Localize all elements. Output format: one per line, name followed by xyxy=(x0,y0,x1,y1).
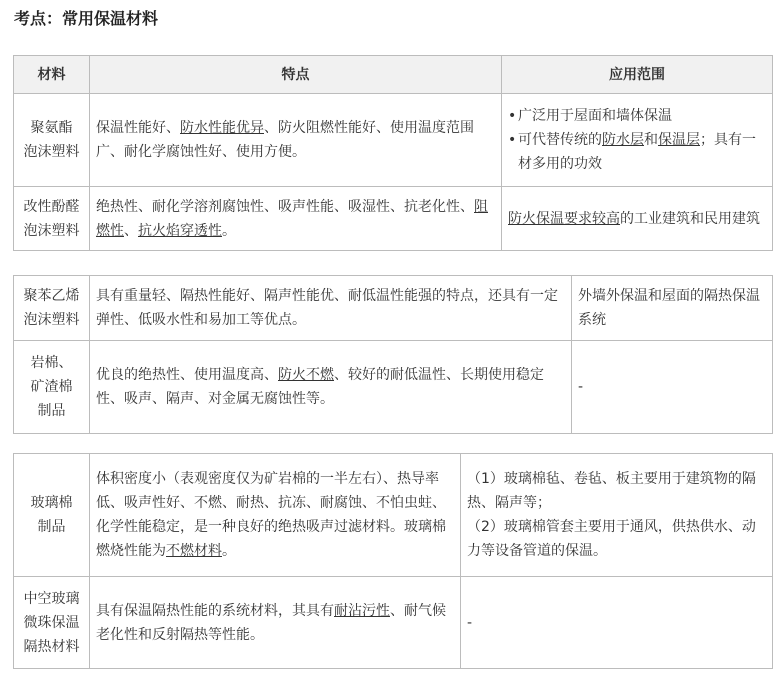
page-title: 考点：常用保温材料 xyxy=(14,9,159,28)
header-application: 应用范围 xyxy=(502,56,773,94)
text-segment: 。 xyxy=(222,543,236,559)
material-name-line: 制品 xyxy=(37,519,66,535)
application-line xyxy=(467,515,766,563)
material-name-line: 玻璃棉 xyxy=(30,495,73,511)
text-segment: ；具有一材多用的功效 xyxy=(518,132,756,172)
features-cell xyxy=(90,187,502,251)
table-row xyxy=(14,454,773,577)
table-row xyxy=(14,276,773,341)
material-name-line: 泡沫塑料 xyxy=(23,222,80,239)
text-segment: 体积密度小（表观密度仅为矿岩棉的一半左右）、热导率低、吸声性好、不燃、耐热、抗冻、耐腐蚀、不怕虫蛀、化学性能稳定，是一种良好的绝热吸声过滤材料。玻璃棉燃烧性能为 xyxy=(96,471,446,559)
header-features: 特点 xyxy=(90,56,502,94)
material-name-line: 泡沫塑料 xyxy=(23,144,80,160)
material-name-line: 岩棉、 xyxy=(30,355,73,371)
material-name-line: 矿渣棉 xyxy=(30,379,73,395)
material-name-line: 隔热材料 xyxy=(23,638,80,655)
header-material: 材料 xyxy=(14,56,90,94)
list-item xyxy=(508,104,766,128)
text-segment: 广泛用于屋面和墙体保温 xyxy=(518,108,672,124)
text-segment: - xyxy=(467,614,473,631)
application-cell xyxy=(461,454,773,577)
material-cell xyxy=(14,94,90,187)
table-row xyxy=(14,341,773,434)
material-cell xyxy=(14,341,90,434)
table-row xyxy=(14,187,773,251)
material-name-line: 中空玻璃 xyxy=(23,590,80,607)
application-list xyxy=(508,104,766,176)
text-segment: 可代替传统的 xyxy=(518,132,602,148)
list-item xyxy=(508,128,766,176)
underlined-text: 防水性能优异 xyxy=(180,120,264,136)
underlined-text: 阻燃性 xyxy=(96,198,488,239)
insulation-table-3 xyxy=(13,453,773,669)
application-cell xyxy=(502,187,773,251)
application-cell xyxy=(461,577,773,669)
text-segment: 外墙外保温和屋面的隔热保温系统 xyxy=(578,288,760,328)
text-segment: 、较好的耐低温性、长期使用稳定性、吸声、隔声、对金属无腐蚀性等。 xyxy=(96,367,544,407)
application-cell xyxy=(502,94,773,187)
material-cell xyxy=(14,454,90,577)
material-name-line: 聚氨酯 xyxy=(30,120,73,136)
text-segment: 的工业建筑和民用建筑 xyxy=(620,210,760,227)
insulation-table-1 xyxy=(13,55,773,251)
material-cell xyxy=(14,187,90,251)
text-segment: 具有重量轻、隔热性能好、隔声性能优、耐低温性能强的特点，还具有一定弹性、低吸水性和易加工等优点。 xyxy=(96,288,558,328)
text-segment: 绝热性、耐化学溶剂腐蚀性、吸声性能、吸湿性、抗老化性、 xyxy=(96,198,474,215)
material-name-line: 聚苯乙烯 xyxy=(23,288,80,304)
material-name-line: 微珠保温 xyxy=(23,614,80,631)
text-segment: 。 xyxy=(222,222,236,239)
text-segment: 、耐气候老化性和反射隔热等性能。 xyxy=(96,602,446,643)
text-segment: 具有保温隔热性能的系统材料，其具有 xyxy=(96,602,334,619)
text-segment: - xyxy=(578,379,584,395)
underlined-text: 抗火焰穿透性 xyxy=(138,222,222,239)
material-name-line: 泡沫塑料 xyxy=(23,312,80,328)
underlined-text: 不燃材料 xyxy=(166,543,222,559)
features-cell xyxy=(90,454,461,577)
material-name-line: 改性酚醛 xyxy=(23,198,80,215)
insulation-table-2 xyxy=(13,275,773,434)
application-cell xyxy=(572,276,773,341)
underlined-text: 耐沾污性 xyxy=(334,602,390,619)
table-row xyxy=(14,94,773,187)
features-cell xyxy=(90,577,461,669)
application-cell xyxy=(572,341,773,434)
material-cell xyxy=(14,577,90,669)
underlined-text: 防火不燃 xyxy=(278,367,334,383)
features-cell xyxy=(90,341,572,434)
underlined-text: 防火保温要求较高 xyxy=(508,210,620,227)
material-name-line: 制品 xyxy=(37,403,66,419)
text-segment: （2）玻璃棉管套主要用于通风，供热供水、动力等设备管道的保温。 xyxy=(467,519,756,559)
application-line xyxy=(467,467,766,515)
text-segment: 、防火阻燃性能好、使用温度范围广、耐化学腐蚀性好、使用方便。 xyxy=(96,120,474,160)
text-segment: 和 xyxy=(644,132,658,148)
text-segment: （1）玻璃棉毡、卷毡、板主要用于建筑物的隔热、隔声等； xyxy=(467,471,756,511)
features-cell xyxy=(90,276,572,341)
features-cell xyxy=(90,94,502,187)
text-segment: 保温性能好、 xyxy=(96,120,180,136)
table-row xyxy=(14,577,773,669)
text-segment: 优良的绝热性、使用温度高、 xyxy=(96,367,278,383)
text-segment: 、 xyxy=(124,222,138,239)
underlined-text: 保温层 xyxy=(658,132,700,148)
underlined-text: 防水层 xyxy=(602,132,644,148)
material-cell xyxy=(14,276,90,341)
